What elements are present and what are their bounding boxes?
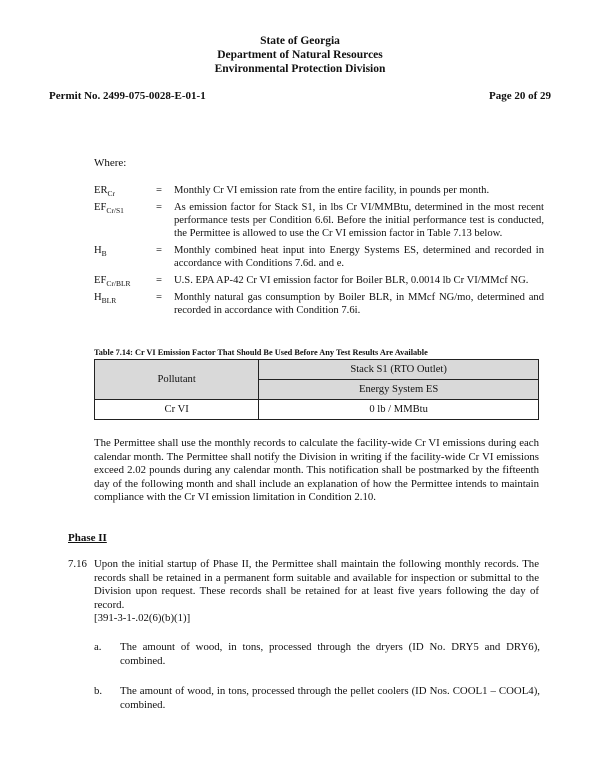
table-header-energy-system: Energy System ES [259, 380, 539, 400]
condition-citation: [391-3-1-.02(6)(b)(1)] [94, 612, 191, 625]
definition-ef-cr-blr [94, 274, 544, 287]
record-item: The amount of wood, in tons, processed through the dryers (ID No. DRY5 and DRY6), combined. [120, 641, 540, 667]
equals-sign: = [156, 275, 162, 286]
table-header-row [95, 360, 539, 380]
equals-sign: = [156, 185, 162, 196]
definitions-list [94, 184, 544, 321]
table-row [95, 400, 539, 420]
definition-description: Monthly natural gas consumption by Boiler BLR, in MMcf NG/mo, determined and recorded in accordance with Condition 7.6i. [174, 292, 544, 316]
equals-sign: = [156, 245, 162, 256]
definition-description: As emission factor for Stack S1, in lbs Cr VI/MMBtu, determined in the most recent performance tests per Condition 6.6l. Before the initial performance test is conducted, the Permittee is allowed to use the Cr VI emission factor in Table 7.13 below. [174, 202, 544, 239]
equals-sign: = [156, 292, 162, 303]
condition-text: Upon the initial startup of Phase II, the Permittee shall maintain the following monthly records. The records shall be retained in a permanent form suitable and available for inspection or submittal to the Division upon request. These records shall be retained for at least five years following the day of record. [94, 558, 539, 611]
table-cell-pollutant: Cr VI [95, 400, 259, 420]
phase-heading: Phase II [68, 532, 107, 544]
definition-term: $ER_{Cr}$ [94, 185, 116, 199]
definition-description: Monthly combined heat input into Energy Systems ES, determined and recorded in accordance with Conditions 7.6d. and e. [174, 245, 544, 269]
table-cell-value: 0 lb / MMBtu [259, 400, 539, 420]
definition-term: $EF_{Cr/S1}$ [94, 202, 124, 216]
table-header-pollutant: Pollutant [95, 360, 259, 400]
definition-h-b [94, 244, 544, 270]
header-division: Environmental Protection Division [214, 63, 386, 75]
emission-factor-table [94, 359, 539, 420]
equals-sign: = [156, 202, 162, 213]
definition-term: $H_{BLR}$ [94, 292, 117, 306]
condition-text-block [94, 558, 539, 626]
notification-paragraph: The Permittee shall use the monthly records to calculate the facility-wide Cr VI emissions during each calendar month. The Permittee shall notify the Division in writing if the facility-wide Cr VI emissions exceed 2.02 pounds during any calendar month. This notification shall be postmarked by the fifteenth day of the following month and shall include an explanation of how the Permittee intends to maintain compliance with the Cr VI emission limitation in Condition 2.10. [94, 437, 539, 504]
item-label: a. [94, 641, 102, 653]
definition-ef-cr-s1 [94, 201, 544, 240]
permit-row [49, 90, 551, 102]
definition-description: Monthly Cr VI emission rate from the entire facility, in pounds per month. [174, 185, 490, 196]
header-department: Department of Natural Resources [217, 49, 383, 61]
definition-term: $EF_{Cr/BLR}$ [94, 275, 131, 289]
definition-description: U.S. EPA AP-42 Cr VI emission factor for Boiler BLR, 0.0014 lb Cr VI/MMcf NG. [174, 275, 529, 286]
definition-er-cr [94, 184, 544, 197]
header-state: State of Georgia [260, 35, 340, 47]
permit-number: Permit No. 2499-075-0028-E-01-1 [49, 90, 206, 102]
page-number: Page 20 of 29 [488, 90, 551, 102]
definition-h-blr [94, 291, 544, 317]
table-caption: Table 7.14: Cr VI Emission Factor That Should Be Used Before Any Test Results Are Available [94, 348, 428, 357]
condition-number: 7.16 [68, 558, 87, 570]
where-label: Where: [94, 157, 127, 169]
record-item: The amount of wood, in tons, processed through the pellet coolers (ID Nos. COOL1 – COOL4), combined. [120, 685, 540, 711]
table-header-stack: Stack S1 (RTO Outlet) [259, 360, 539, 380]
definition-term: $H_B$ [94, 245, 107, 259]
item-label: b. [94, 685, 103, 697]
